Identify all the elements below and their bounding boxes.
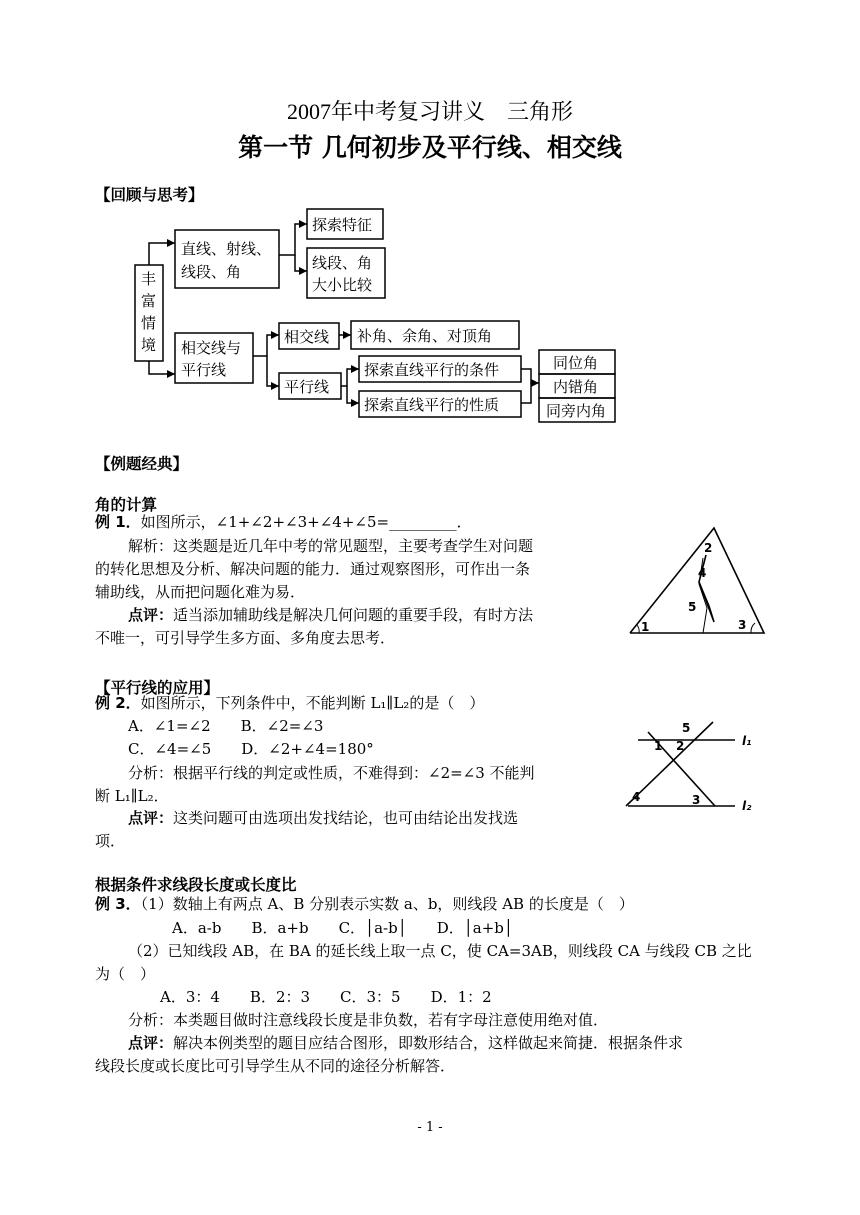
- s2-comment-label: 点评：: [128, 809, 174, 827]
- s3-q1: [95, 893, 634, 916]
- angle1-label: 同位角: [553, 354, 599, 372]
- pingxingxian-label: 平行线: [284, 378, 330, 396]
- figure-angles-triangle: [625, 522, 770, 640]
- branch2-label-1: 相交线与: [181, 339, 242, 357]
- review-heading: 【回顾与思考】: [95, 186, 204, 204]
- s1-analysis-line1: 解析：这类题是近几年中考的常见题型，主要考查学生对问题: [128, 537, 534, 555]
- fig2-label-l1: l₁: [742, 734, 752, 748]
- branch2-label-2: 平行线: [181, 361, 227, 379]
- s2-analysis-line2: 断 L₁∥L₂．: [95, 787, 169, 805]
- fig2-label-l2: l₂: [742, 799, 752, 813]
- s1-example: [95, 511, 472, 534]
- angle2-label: 内错角: [553, 378, 599, 396]
- xj-child-label: 补角、余角、对顶角: [357, 327, 493, 345]
- fig1-label-2: 2: [704, 541, 713, 555]
- b1-child2-label-1: 线段、角: [312, 254, 373, 272]
- s3-ex-label: 例 3．: [95, 895, 141, 913]
- s1-comment-line1: [128, 604, 533, 627]
- s3-q1-options: A．a-b B．a+b C．│a-b│ D．│a+b│: [172, 919, 513, 937]
- s2-ex-label: 例 2．: [95, 694, 141, 712]
- s3-q1-text: （1）数轴上有两点 A、B 分别表示实数 a、b，则线段 AB 的长度是（ ）: [140, 895, 634, 913]
- fig1-label-1: 1: [641, 620, 650, 634]
- s2-title: 【平行线的应用】: [95, 679, 220, 697]
- s3-comment-label: 点评：: [128, 1034, 174, 1052]
- s2-ex-text: 如图所示，下列条件中，不能判断 L₁∥L₂的是（ ）: [140, 694, 485, 712]
- fig2-label-1: 1: [654, 739, 663, 753]
- s3-q2-line2: 为（ ）: [95, 965, 156, 983]
- examples-heading: 【例题经典】: [95, 455, 189, 473]
- s3-title: 根据条件求线段长度或长度比: [95, 876, 297, 894]
- fig1-label-5: 5: [688, 600, 697, 614]
- s1-analysis-line2: 的转化思想及分析、解决问题的能力．通过观察图形，可作出一条: [95, 560, 531, 578]
- root-char-3: 情: [141, 314, 157, 332]
- s3-comment-text1: 解决本例类型的题目应结合图形，即数形结合，这样做起来简捷．根据条件求: [173, 1034, 684, 1052]
- s2-comment-line2: 项．: [95, 832, 126, 850]
- s1-ex-text: 如图所示，∠1+∠2+∠3+∠4+∠5=_________．: [140, 513, 472, 531]
- root-char-4: 境: [141, 336, 157, 354]
- page-number: - 1 -: [417, 1120, 443, 1135]
- s2-comment-text1: 这类问题可由选项出发找结论，也可由结论出发找选: [173, 809, 519, 827]
- fig1-label-3: 3: [738, 618, 747, 632]
- s2-options-row1: A．∠1=∠2 B．∠2=∠3: [128, 717, 324, 735]
- s3-comment-line1: [128, 1032, 683, 1055]
- s2-analysis-line1: 分析：根据平行线的判定或性质，不难得到：∠2=∠3 不能判: [128, 764, 535, 782]
- s2-example: [95, 692, 484, 715]
- s1-comment-label: 点评：: [128, 606, 174, 624]
- fig1-label-4: 4: [698, 566, 707, 580]
- s3-q2-options: A．3：4 B．2：3 C．3：5 D．1：2: [160, 988, 492, 1006]
- s1-ex-label: 例 1．: [95, 513, 141, 531]
- fig2-label-4: 4: [632, 790, 641, 804]
- s3-comment-line2: 线段长度或长度比可引导学生从不同的途径分析解答．: [95, 1057, 456, 1075]
- branch1-label-2: 线段、角: [181, 263, 242, 281]
- document-title: 2007年中考复习讲义 三角形: [286, 99, 573, 124]
- fig2-label-3: 3: [692, 793, 701, 807]
- b1-child1-label: 探索特征: [312, 216, 373, 234]
- root-char-1: 丰: [141, 270, 157, 288]
- xiangjiaoxian-label: 相交线: [284, 328, 330, 346]
- s3-analysis: 分析：本类题目做时注意线段长度是非负数，若有字母注意使用绝对值．: [128, 1011, 609, 1029]
- root-char-2: 富: [141, 292, 157, 310]
- s2-options-row2: C．∠4=∠5 D．∠2+∠4=180°: [128, 740, 374, 758]
- s1-analysis-line3: 辅助线，从而把问题化难为易．: [95, 583, 306, 601]
- s1-comment-text1: 适当添加辅助线是解决几何问题的重要手段，有时方法: [173, 606, 534, 624]
- b1-child2-label-2: 大小比较: [312, 276, 373, 294]
- s2-comment-line1: [128, 807, 518, 830]
- fig2-label-5: 5: [682, 721, 691, 735]
- px-prop-label: 探索直线平行的性质: [364, 396, 500, 414]
- s3-q2-line1: （2）已知线段 AB，在 BA 的延长线上取一点 C，使 CA=3AB，则线段 CA 与线段 CB 之比: [128, 942, 752, 960]
- s1-comment-line2: 不唯一，可引导学生多方面、多角度去思考．: [95, 629, 396, 647]
- px-cond-label: 探索直线平行的条件: [364, 361, 500, 379]
- fig2-label-2: 2: [676, 739, 685, 753]
- angle3-label: 同旁内角: [546, 402, 607, 420]
- s1-title: 角的计算: [95, 496, 158, 514]
- concept-mindmap: [125, 205, 625, 425]
- figure-parallel-lines: [620, 718, 760, 818]
- branch1-label-1: 直线、射线、: [181, 240, 272, 258]
- section-title: 第一节 几何初步及平行线、相交线: [238, 133, 622, 162]
